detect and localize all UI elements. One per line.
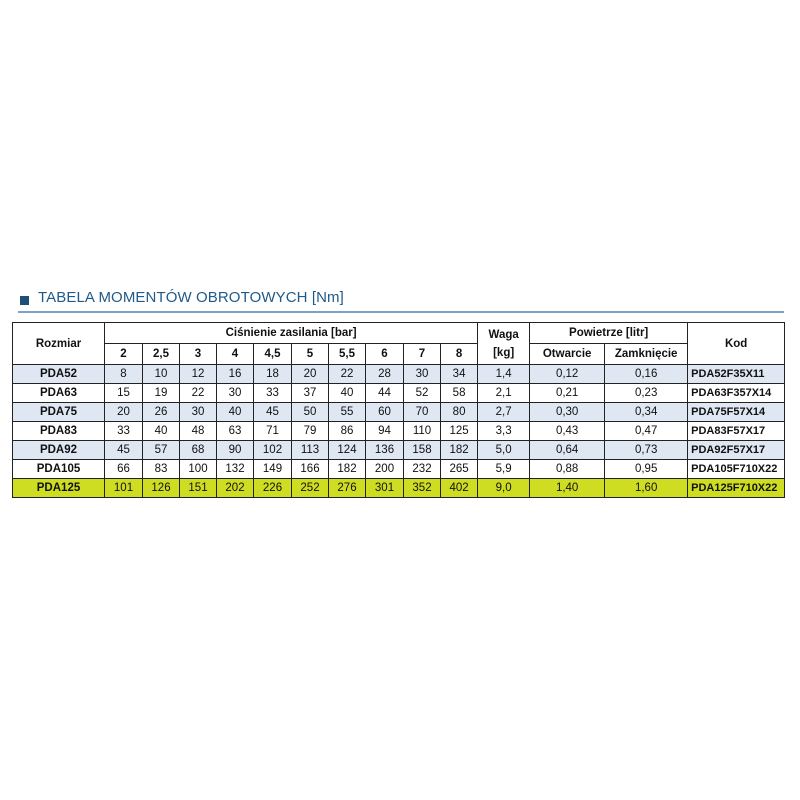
- cell-torque: 100: [180, 460, 217, 479]
- cell-torque: 33: [105, 422, 143, 441]
- cell-air-close: 0,34: [605, 403, 688, 422]
- cell-torque: 45: [254, 403, 292, 422]
- cell-size: PDA52: [13, 365, 105, 384]
- cell-torque: 37: [292, 384, 329, 403]
- cell-weight: 3,3: [478, 422, 530, 441]
- cell-torque: 40: [329, 384, 366, 403]
- cell-torque: 166: [292, 460, 329, 479]
- cell-code: PDA63F357X14: [688, 384, 785, 403]
- cell-torque: 63: [217, 422, 254, 441]
- cell-weight: 5,9: [478, 460, 530, 479]
- title-text: TABELA MOMENTÓW OBROTOWYCH [Nm]: [38, 289, 344, 306]
- table-row: [13, 422, 785, 441]
- cell-torque: 12: [180, 365, 217, 384]
- cell-torque: 136: [366, 441, 404, 460]
- cell-torque: 22: [180, 384, 217, 403]
- cell-torque: 132: [217, 460, 254, 479]
- cell-torque: 15: [105, 384, 143, 403]
- header-pressure-value: 4,5: [254, 344, 292, 365]
- cell-weight: 9,0: [478, 479, 530, 498]
- cell-torque: 28: [366, 365, 404, 384]
- section-title: [18, 289, 784, 311]
- cell-air-open: 1,40: [530, 479, 605, 498]
- cell-torque: 149: [254, 460, 292, 479]
- header-air-close: Zamknięcie: [605, 344, 688, 365]
- table-row: [13, 479, 785, 498]
- cell-air-close: 1,60: [605, 479, 688, 498]
- cell-weight: 5,0: [478, 441, 530, 460]
- cell-code: PDA105F710X22: [688, 460, 785, 479]
- cell-torque: 68: [180, 441, 217, 460]
- cell-torque: 94: [366, 422, 404, 441]
- cell-size: PDA83: [13, 422, 105, 441]
- cell-torque: 10: [143, 365, 180, 384]
- cell-weight: 2,7: [478, 403, 530, 422]
- cell-code: PDA83F57X17: [688, 422, 785, 441]
- cell-torque: 86: [329, 422, 366, 441]
- cell-torque: 52: [404, 384, 441, 403]
- cell-torque: 19: [143, 384, 180, 403]
- cell-air-close: 0,23: [605, 384, 688, 403]
- cell-size: PDA63: [13, 384, 105, 403]
- header-pressure-value: 8: [441, 344, 478, 365]
- header-pressure-value: 4: [217, 344, 254, 365]
- cell-torque: 30: [404, 365, 441, 384]
- table-body: [13, 365, 785, 498]
- cell-torque: 202: [217, 479, 254, 498]
- table-row: [13, 441, 785, 460]
- cell-torque: 90: [217, 441, 254, 460]
- cell-air-open: 0,43: [530, 422, 605, 441]
- cell-torque: 80: [441, 403, 478, 422]
- cell-air-open: 0,64: [530, 441, 605, 460]
- cell-torque: 402: [441, 479, 478, 498]
- cell-torque: 83: [143, 460, 180, 479]
- cell-torque: 265: [441, 460, 478, 479]
- cell-torque: 8: [105, 365, 143, 384]
- table-row: [13, 384, 785, 403]
- square-bullet-icon: [20, 296, 29, 305]
- cell-torque: 71: [254, 422, 292, 441]
- cell-torque: 26: [143, 403, 180, 422]
- header-size: Rozmiar: [13, 323, 105, 365]
- cell-torque: 226: [254, 479, 292, 498]
- cell-torque: 182: [329, 460, 366, 479]
- cell-torque: 45: [105, 441, 143, 460]
- cell-torque: 182: [441, 441, 478, 460]
- header-pressure-value: 2: [105, 344, 143, 365]
- cell-torque: 22: [329, 365, 366, 384]
- torque-table: [12, 322, 785, 498]
- cell-torque: 158: [404, 441, 441, 460]
- header-pressure-value: 7: [404, 344, 441, 365]
- header-weight-top: Waga: [488, 328, 519, 341]
- cell-torque: 110: [404, 422, 441, 441]
- cell-size: PDA105: [13, 460, 105, 479]
- cell-torque: 20: [105, 403, 143, 422]
- cell-torque: 151: [180, 479, 217, 498]
- cell-torque: 276: [329, 479, 366, 498]
- cell-torque: 101: [105, 479, 143, 498]
- cell-torque: 50: [292, 403, 329, 422]
- table-row: [13, 403, 785, 422]
- cell-air-open: 0,21: [530, 384, 605, 403]
- cell-torque: 30: [180, 403, 217, 422]
- cell-torque: 34: [441, 365, 478, 384]
- cell-air-close: 0,16: [605, 365, 688, 384]
- cell-torque: 40: [217, 403, 254, 422]
- header-air-open: Otwarcie: [530, 344, 605, 365]
- table-row: [13, 365, 785, 384]
- title-divider: [18, 311, 784, 313]
- cell-size: PDA92: [13, 441, 105, 460]
- cell-code: PDA125F710X22: [688, 479, 785, 498]
- cell-torque: 57: [143, 441, 180, 460]
- cell-torque: 18: [254, 365, 292, 384]
- cell-torque: 58: [441, 384, 478, 403]
- header-pressure: Ciśnienie zasilania [bar]: [105, 323, 478, 344]
- header-weight: [478, 323, 530, 365]
- header-code: Kod: [688, 323, 785, 365]
- cell-torque: 40: [143, 422, 180, 441]
- cell-torque: 124: [329, 441, 366, 460]
- cell-torque: 20: [292, 365, 329, 384]
- header-pressure-value: 2,5: [143, 344, 180, 365]
- cell-torque: 66: [105, 460, 143, 479]
- cell-air-close: 0,47: [605, 422, 688, 441]
- cell-torque: 33: [254, 384, 292, 403]
- cell-torque: 60: [366, 403, 404, 422]
- cell-torque: 125: [441, 422, 478, 441]
- cell-air-close: 0,73: [605, 441, 688, 460]
- cell-torque: 102: [254, 441, 292, 460]
- cell-size: PDA125: [13, 479, 105, 498]
- header-air: Powietrze [litr]: [530, 323, 688, 344]
- cell-torque: 44: [366, 384, 404, 403]
- cell-air-open: 0,12: [530, 365, 605, 384]
- cell-weight: 2,1: [478, 384, 530, 403]
- cell-torque: 48: [180, 422, 217, 441]
- cell-air-open: 0,30: [530, 403, 605, 422]
- header-pressure-value: 5,5: [329, 344, 366, 365]
- header-pressure-value: 3: [180, 344, 217, 365]
- cell-code: PDA52F35X11: [688, 365, 785, 384]
- cell-torque: 79: [292, 422, 329, 441]
- cell-torque: 126: [143, 479, 180, 498]
- table-row: [13, 460, 785, 479]
- cell-air-close: 0,95: [605, 460, 688, 479]
- cell-torque: 30: [217, 384, 254, 403]
- cell-torque: 252: [292, 479, 329, 498]
- cell-torque: 352: [404, 479, 441, 498]
- cell-code: PDA92F57X17: [688, 441, 785, 460]
- cell-size: PDA75: [13, 403, 105, 422]
- cell-code: PDA75F57X14: [688, 403, 785, 422]
- cell-air-open: 0,88: [530, 460, 605, 479]
- cell-torque: 55: [329, 403, 366, 422]
- cell-weight: 1,4: [478, 365, 530, 384]
- cell-torque: 232: [404, 460, 441, 479]
- header-pressure-value: 6: [366, 344, 404, 365]
- cell-torque: 16: [217, 365, 254, 384]
- cell-torque: 113: [292, 441, 329, 460]
- cell-torque: 70: [404, 403, 441, 422]
- header-pressure-value: 5: [292, 344, 329, 365]
- header-weight-bottom: [kg]: [493, 346, 515, 359]
- cell-torque: 200: [366, 460, 404, 479]
- cell-torque: 301: [366, 479, 404, 498]
